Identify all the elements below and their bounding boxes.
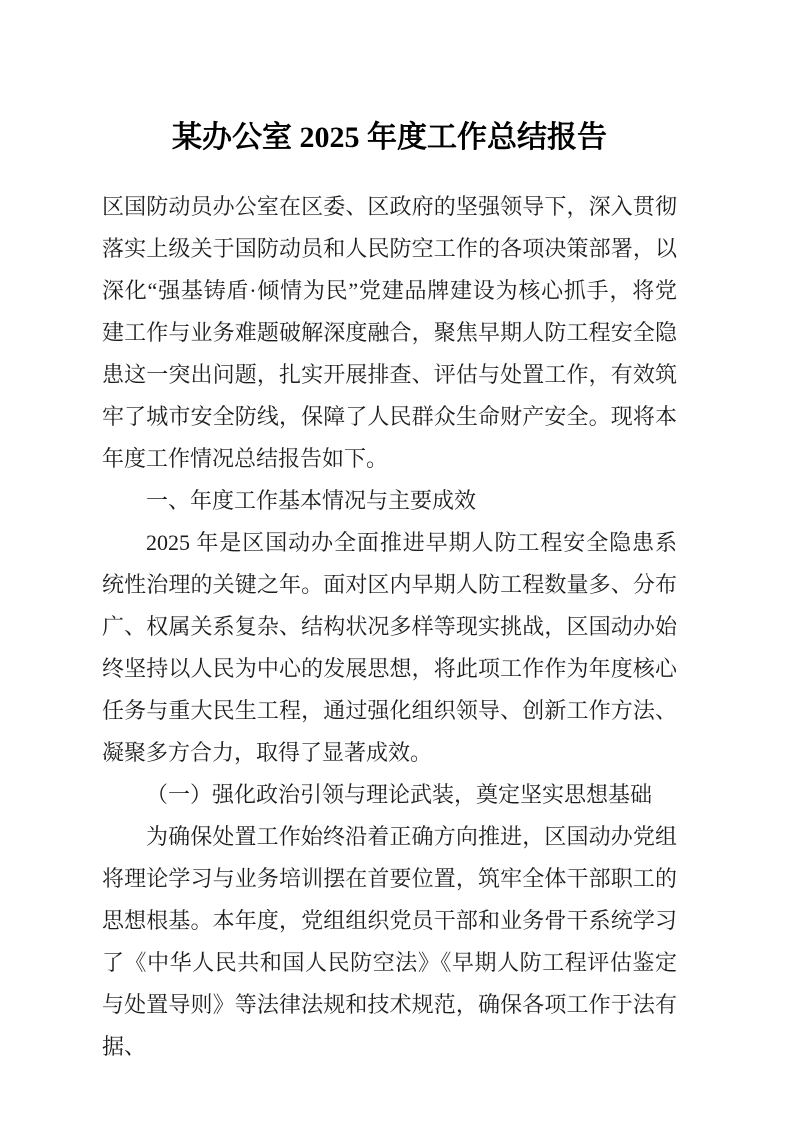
body-paragraph-theory-study: 为确保处置工作始终沿着正确方向推进，区国动办党组将理论学习与业务培训摆在首要位置，筑牢全体干部职工的思想根基。本年度，党组组织党员干部和业务骨干系统学习了《中华人民共和国人民防空法》《早期人防工程评估鉴定与处置导则》等法律法规和技术规范，确保各项工作于法有据、: [102, 824, 677, 1059]
body-paragraph-overview: 2025 年是区国动办全面推进早期人防工程安全隐患系统性治理的关键之年。面对区内早期人防工程数量多、分布广、权属关系复杂、结构状况多样等现实挑战，区国动办始终坚持以人民为中心的发展思想，将此项工作作为年度核心任务与重大民生工程，通过强化组织领导、创新工作方法、凝聚多方合力，取得了显著成效。: [102, 530, 677, 765]
intro-paragraph: 区国防动员办公室在区委、区政府的坚强领导下，深入贯彻落实上级关于国防动员和人民防空工作的各项决策部署，以深化“强基铸盾·倾情为民”党建品牌建设为核心抓手，将党建工作与业务难题破解深度融合，聚焦早期人防工程安全隐患这一突出问题，扎实开展排查、评估与处置工作，有效筑牢了城市安全防线，保障了人民群众生命财产安全。现将本年度工作情况总结报告如下。: [102, 194, 677, 471]
document-body: [102, 186, 677, 1068]
subsection-heading-1: （一）强化政治引领与理论武装，奠定坚实思想基础: [146, 782, 653, 807]
section-heading-1: 一、年度工作基本情况与主要成效: [146, 488, 477, 513]
document-title: 某办公室 2025 年度工作总结报告: [172, 121, 607, 154]
